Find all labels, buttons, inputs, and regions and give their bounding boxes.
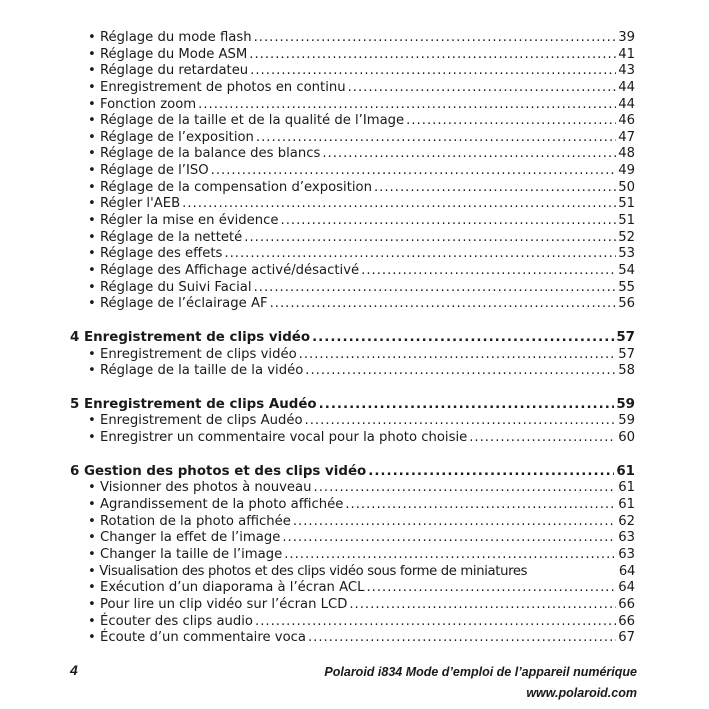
toc-entry[interactable] xyxy=(70,213,635,230)
toc-entry-page: 41 xyxy=(618,46,635,62)
toc-entry-label: • Visualisation des photos et des clips vidéo sous forme de miniatures xyxy=(88,564,527,581)
toc-entry-label: • Pour lire un clip vidéo sur l’écran LCD xyxy=(88,597,347,614)
toc-entry-label: • Réglage du Suivi Facial xyxy=(88,280,252,297)
toc-entry[interactable] xyxy=(70,146,635,163)
toc-entry-label: • Agrandissement de la photo affichée xyxy=(88,497,343,514)
dot-leader xyxy=(348,80,617,97)
toc-chapter-heading[interactable] xyxy=(70,330,635,347)
toc-entry-page: 63 xyxy=(618,530,635,546)
toc-entry[interactable] xyxy=(70,80,635,97)
toc-entry-page: 66 xyxy=(618,613,635,629)
toc-entry-page: 67 xyxy=(618,630,635,646)
dot-leader xyxy=(308,630,616,647)
toc-entry-page: 51 xyxy=(618,213,635,229)
dot-leader xyxy=(270,296,617,313)
toc-entry-label: • Réglage de l’exposition xyxy=(88,130,254,147)
toc-entry-page: 64 xyxy=(618,563,635,579)
toc-entry-page: 44 xyxy=(618,96,635,112)
toc-entry-label: • Visionner des photos à nouveau xyxy=(88,480,312,497)
page-number: 4 xyxy=(70,662,78,678)
dot-leader xyxy=(305,413,617,430)
toc-entry[interactable] xyxy=(70,230,635,247)
toc-entry-page: 63 xyxy=(618,546,635,562)
toc-entry-page: 58 xyxy=(618,363,635,379)
toc-chapter-heading[interactable] xyxy=(70,397,635,414)
dot-leader xyxy=(368,464,614,481)
toc-entry-page: 54 xyxy=(618,262,635,278)
dot-leader xyxy=(469,430,616,447)
toc-chapter-label: 6 Gestion des photos et des clips vidéo xyxy=(70,463,367,479)
dot-leader xyxy=(244,230,616,247)
toc-chapter-label: 5 Enregistrement de clips Audéo xyxy=(70,396,317,412)
dot-leader xyxy=(314,480,617,497)
toc-entry-label: • Réglage du Mode ASM xyxy=(88,47,247,64)
toc-entry-label: • Exécution d’un diaporama à l’écran ACL xyxy=(88,580,364,597)
dot-leader xyxy=(211,163,617,180)
toc-entry-label: • Enregistrement de clips Audéo xyxy=(88,413,303,430)
toc-entry[interactable] xyxy=(70,130,635,147)
toc-chapter-page: 59 xyxy=(616,396,635,412)
toc-entry-label: • Réglage du mode flash xyxy=(88,30,252,47)
dot-leader xyxy=(322,146,616,163)
toc-entry-label: • Régler la mise en évidence xyxy=(88,213,279,230)
toc-entry[interactable] xyxy=(70,163,635,180)
toc-entry-label: • Changer la taille de l’image xyxy=(88,547,282,564)
toc-entry-page: 62 xyxy=(618,513,635,529)
toc-entry-label: • Enregistrement de clips vidéo xyxy=(88,347,297,364)
dot-leader xyxy=(198,97,616,114)
toc-entry-page: 48 xyxy=(618,146,635,162)
toc-entry-label: • Réglage de la taille de la vidéo xyxy=(88,363,303,380)
dot-leader xyxy=(254,280,617,297)
toc-entry[interactable] xyxy=(70,614,635,631)
toc-entry[interactable] xyxy=(70,413,635,430)
dot-leader xyxy=(312,330,614,347)
toc-entry-label: • Réglage de l’éclairage AF xyxy=(88,296,268,313)
toc-entry[interactable] xyxy=(70,363,635,380)
toc-entry-page: 57 xyxy=(618,346,635,362)
dot-leader xyxy=(374,180,616,197)
toc-entry-label: • Réglage de la taille et de la qualité de l’Image xyxy=(88,113,404,130)
toc-entry[interactable] xyxy=(70,280,635,297)
toc-entry-page: 47 xyxy=(618,129,635,145)
toc-entry-label: • Écouter des clips audio xyxy=(88,614,253,631)
toc-entry-page: 52 xyxy=(618,229,635,245)
dot-leader xyxy=(305,363,616,380)
footer-credits xyxy=(324,662,637,704)
toc-entry-page: 64 xyxy=(618,580,635,596)
toc-entry-label: • Réglage de la netteté xyxy=(88,230,242,247)
toc-entry-label: • Réglage du retardateu xyxy=(88,63,248,80)
dot-leader xyxy=(284,547,616,564)
toc-entry-label: • Réglage des effets xyxy=(88,246,222,263)
toc-entry[interactable] xyxy=(70,246,635,263)
toc-entry-label: • Réglage de l’ISO xyxy=(88,163,209,180)
dot-leader xyxy=(256,130,616,147)
manual-title: Polaroid i834 Mode d’emploi de l’appareil numérique xyxy=(324,665,637,679)
dot-leader xyxy=(293,514,616,531)
dot-leader xyxy=(366,580,616,597)
toc-entry-page: 51 xyxy=(618,196,635,212)
toc-entry[interactable] xyxy=(70,497,635,514)
dot-leader xyxy=(345,497,616,514)
toc-entry[interactable] xyxy=(70,47,635,64)
dot-leader xyxy=(299,347,617,364)
toc-entry-label: • Enregistrer un commentaire vocal pour la photo choisie xyxy=(88,430,467,447)
toc-entry[interactable] xyxy=(70,180,635,197)
toc-entry-page: 60 xyxy=(618,430,635,446)
toc-entry-label: • Réglage de la balance des blancs xyxy=(88,146,320,163)
toc-entry[interactable] xyxy=(70,97,635,114)
dot-leader xyxy=(282,530,616,547)
toc-entry-page: 61 xyxy=(618,480,635,496)
toc-chapter-label: 4 Enregistrement de clips vidéo xyxy=(70,329,311,345)
toc-entry[interactable] xyxy=(70,296,635,313)
toc-entry[interactable] xyxy=(70,30,635,47)
toc-entry[interactable] xyxy=(70,547,635,564)
toc-entry-page: 50 xyxy=(618,179,635,195)
dot-leader xyxy=(406,113,616,130)
toc-entry-page: 43 xyxy=(618,63,635,79)
dot-leader xyxy=(255,614,616,631)
toc-entry[interactable] xyxy=(70,514,635,531)
toc-entry-label: • Écoute d’un commentaire voca xyxy=(88,630,306,647)
toc-entry-label: • Réglage des Affichage activé/désactivé xyxy=(88,263,359,280)
toc-entry-page: 66 xyxy=(618,596,635,612)
toc-entry[interactable] xyxy=(70,580,635,597)
toc-entry-label: • Fonction zoom xyxy=(88,97,196,114)
dot-leader xyxy=(182,196,616,213)
toc-entry[interactable] xyxy=(70,430,635,447)
toc-entry-label: • Enregistrement de photos en continu xyxy=(88,80,346,97)
toc-entry[interactable] xyxy=(70,480,635,497)
toc-entry[interactable] xyxy=(70,564,635,581)
toc-entry-label: • Changer la effet de l’image xyxy=(88,530,280,547)
toc-entry-page: 49 xyxy=(618,163,635,179)
toc-entry[interactable] xyxy=(70,530,635,547)
toc-entry-page: 56 xyxy=(618,296,635,312)
dot-leader xyxy=(349,597,616,614)
toc-entry[interactable] xyxy=(70,196,635,213)
dot-leader xyxy=(224,246,616,263)
dot-leader xyxy=(250,63,616,80)
toc-chapter-page: 61 xyxy=(616,463,635,479)
toc-entry[interactable] xyxy=(70,597,635,614)
dot-leader xyxy=(249,47,616,64)
toc-entry-page: 39 xyxy=(618,30,635,45)
toc-entry-page: 44 xyxy=(618,79,635,95)
table-of-contents xyxy=(70,30,635,647)
toc-entry-label: • Rotation de la photo affichée xyxy=(88,514,291,531)
toc-entry-page: 59 xyxy=(618,413,635,429)
toc-chapter-heading[interactable] xyxy=(70,464,635,481)
toc-entry[interactable] xyxy=(70,263,635,280)
toc-entry-page: 61 xyxy=(618,497,635,513)
dot-leader xyxy=(281,213,617,230)
toc-entry-page: 46 xyxy=(618,113,635,129)
dot-leader xyxy=(254,30,617,47)
toc-entry[interactable] xyxy=(70,630,635,647)
toc-entry[interactable] xyxy=(70,113,635,130)
toc-entry[interactable] xyxy=(70,63,635,80)
dot-leader xyxy=(319,397,615,414)
toc-entry-page: 53 xyxy=(618,246,635,262)
toc-entry-label: • Régler l'AEB xyxy=(88,196,180,213)
toc-chapter-page: 57 xyxy=(616,329,635,345)
toc-entry[interactable] xyxy=(70,347,635,364)
toc-entry-page: 55 xyxy=(618,279,635,295)
toc-entry-label: • Réglage de la compensation d’exposition xyxy=(88,180,372,197)
website-link[interactable]: www.polaroid.com xyxy=(526,686,637,700)
dot-leader xyxy=(361,263,616,280)
